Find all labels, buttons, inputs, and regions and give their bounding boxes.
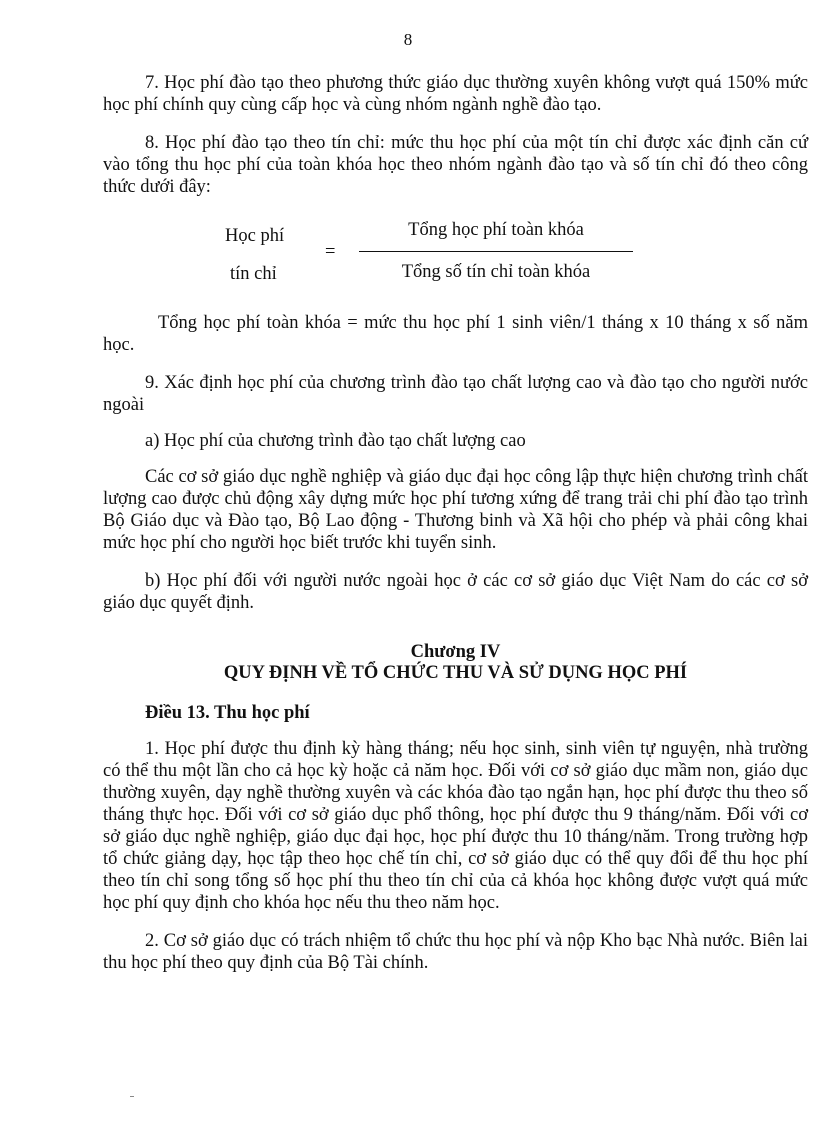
- article-title: Điều 13. Thu học phí: [145, 703, 310, 723]
- paragraph-9a: a) Học phí của chương trình đào tạo chất lượng cao: [145, 431, 526, 451]
- paragraph-7: 7. Học phí đào tạo theo phương thức giáo dục thường xuyên không vượt quá 150% mức học phí chính quy cùng cấp học và cùng nhóm ngành nghề đào tạo.: [103, 73, 808, 115]
- paragraph-9a-body: Các cơ sở giáo dục nghề nghiệp và giáo dục đại học công lập thực hiện chương trình chất lượng cao được chủ động xây dựng mức học phí tương xứng để trang trải chi phí đào tạo trình Bộ Giáo dục và Đào tạo, Bộ Lao động - Thương binh và Xã hội cho phép và phải công khai mức học phí cho người học biết trước khi tuyển sinh.: [103, 467, 808, 553]
- article-paragraph-1: 1. Học phí được thu định kỳ hàng tháng; nếu học sinh, sinh viên tự nguyện, nhà trường có thể thu một lần cho cả học kỳ hoặc cả năm học. Đối với cơ sở giáo dục mầm non, giáo dục thường xuyên, dạy nghề thường xuyên và các khóa đào tạo ngắn hạn, học phí được thu theo số tháng thực học. Đối với cơ sở giáo dục phổ thông, học phí được thu 9 tháng/năm. Đối với cơ sở giáo dục nghề nghiệp, giáo dục đại học, học phí được thu 10 tháng/năm. Trong trường hợp tổ chức giảng dạy, học tập theo học chế tín chỉ, cơ sở giáo dục có thể quy đổi để thu học phí theo tín chỉ song tổng số học phí thu theo tín chỉ của cả khóa học không được vượt quá mức học phí quy định cho khóa học nếu thu theo năm học.: [103, 739, 808, 913]
- tuition-formula: [103, 220, 808, 298]
- formula-fraction-bar: [359, 251, 633, 252]
- article-paragraph-2: 2. Cơ sở giáo dục có trách nhiệm tổ chức thu học phí và nộp Kho bạc Nhà nước. Biên lai thu học phí theo quy định của Bộ Tài chính.: [103, 931, 808, 973]
- formula-equals-sign: =: [325, 242, 336, 262]
- page-number: 8: [403, 30, 413, 49]
- chapter-title: Chương IV: [410, 642, 501, 662]
- scan-artifact: [130, 1096, 134, 1097]
- formula-left-bottom: tín chỉ: [230, 264, 277, 284]
- formula-left-top: Học phí: [225, 226, 285, 246]
- paragraph-8: 8. Học phí đào tạo theo tín chỉ: mức thu học phí của một tín chỉ được xác định căn cứ vào tổng thu học phí của toàn khóa học theo nhóm ngành đào tạo và số tín chỉ đó theo công thức dưới đây:: [103, 133, 808, 197]
- paragraph-9b: b) Học phí đối với người nước ngoài học ở các cơ sở giáo dục Việt Nam do các cơ sở giáo dục quyết định.: [103, 571, 808, 613]
- document-body: [103, 72, 808, 974]
- formula-denominator: Tổng số tín chỉ toàn khóa: [401, 262, 591, 282]
- chapter-subtitle: QUY ĐỊNH VỀ TỔ CHỨC THU VÀ SỬ DỤNG HỌC PHÍ: [223, 663, 688, 683]
- chapter-heading: [103, 642, 808, 684]
- formula-note: Tổng học phí toàn khóa = mức thu học phí 1 sinh viên/1 tháng x 10 tháng x số năm học.: [103, 313, 808, 355]
- paragraph-9: 9. Xác định học phí của chương trình đào tạo chất lượng cao và đào tạo cho người nước ngoài: [103, 373, 808, 415]
- formula-numerator: Tổng học phí toàn khóa: [408, 220, 584, 240]
